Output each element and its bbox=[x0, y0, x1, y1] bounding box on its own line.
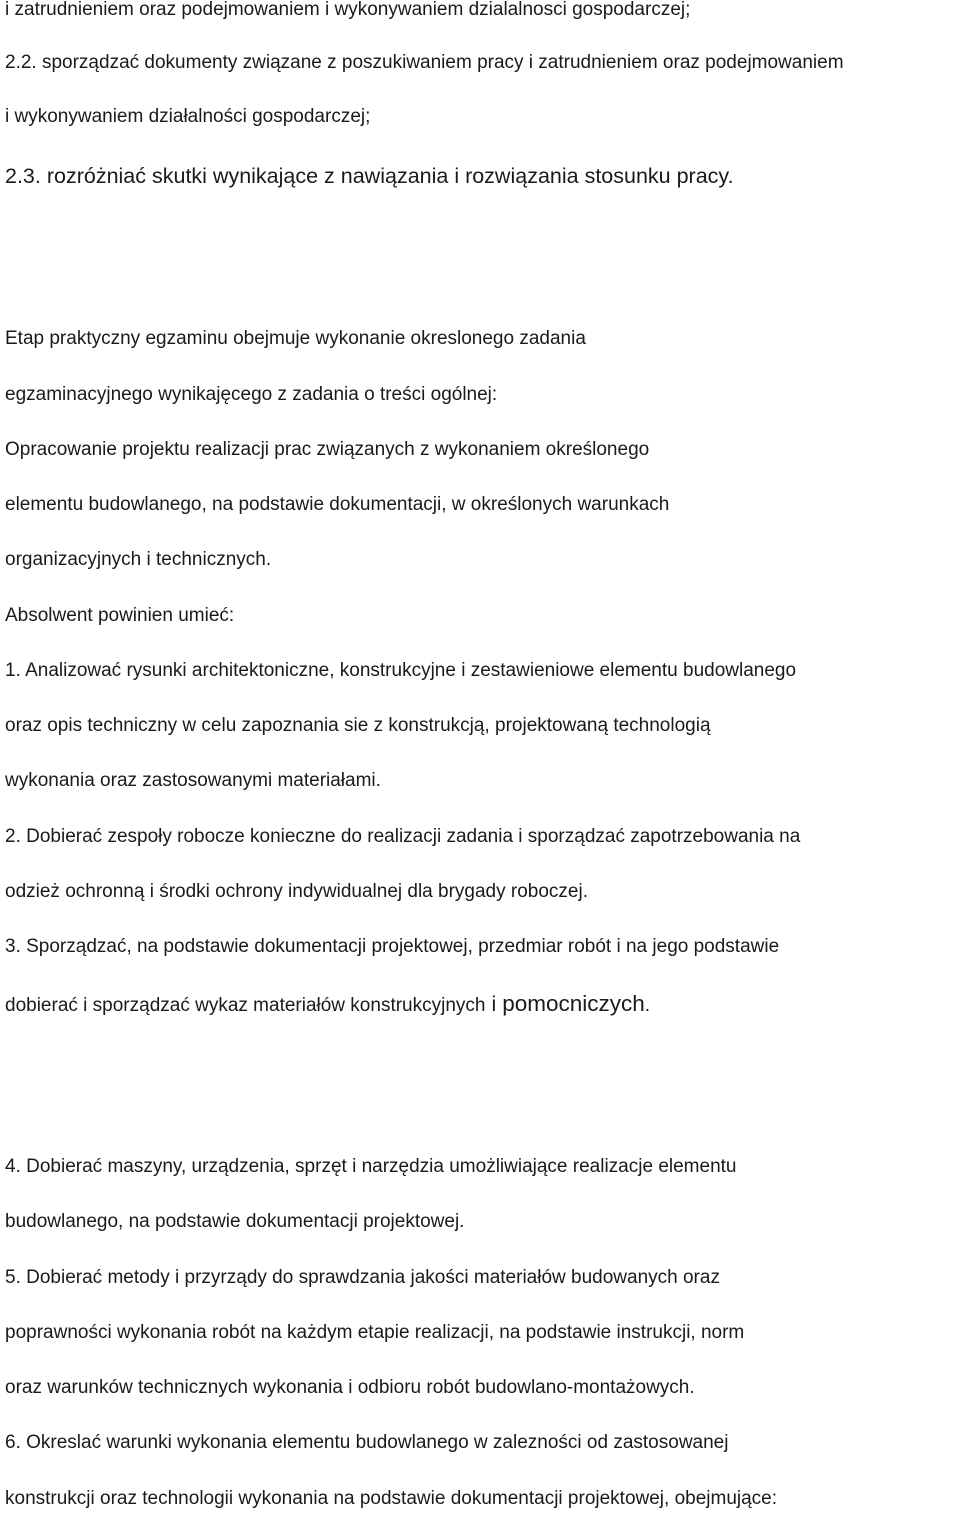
text-line-21: poprawności wykonania robót na każdym etapie realizacji, na podstawie instrukcji, norm bbox=[5, 1322, 745, 1343]
text-line-14: 2. Dobierać zespoły robocze konieczne do realizacji zadania i sporządzać zapotrzebowania na bbox=[5, 826, 801, 847]
text-line-20: 5. Dobierać metody i przyrządy do sprawdzania jakości materiałów budowanych oraz bbox=[5, 1267, 720, 1288]
text-line-6: egzaminacyjnego wynikajęcego z zadania o treści ogólnej: bbox=[5, 384, 498, 405]
text-line-24: konstrukcji oraz technologii wykonania na podstawie dokumentacji projektowej, obejmujące: bbox=[5, 1488, 778, 1509]
text-line-16: 3. Sporządzać, na podstawie dokumentacji projektowej, przedmiar robót i na jego podstawie bbox=[5, 936, 780, 957]
text-line-5: Etap praktyczny egzaminu obejmuje wykonanie okreslonego zadania bbox=[5, 328, 586, 349]
text-line-9: organizacyjnych i technicznych. bbox=[5, 549, 272, 570]
text-line-19: budowlanego, na podstawie dokumentacji projektowej. bbox=[5, 1211, 465, 1232]
text-line-8: elementu budowlanego, na podstawie dokumentacji, w określonych warunkach bbox=[5, 494, 670, 515]
text-line-10: Absolwent powinien umieć: bbox=[5, 605, 235, 626]
text-line-3: i wykonywaniem działalności gospodarczej; bbox=[5, 106, 371, 127]
text-line-15: odzież ochronną i środki ochrony indywidualnej dla brygady roboczej. bbox=[5, 881, 588, 902]
text-line-4: 2.3. rozróżniać skutki wynikające z nawiązania i rozwiązania stosunku pracy. bbox=[5, 164, 734, 188]
text-line-17-small: i bbox=[485, 992, 503, 1016]
text-line-18: 4. Dobierać maszyny, urządzenia, sprzęt i narzędzia umożliwiające realizacje elementu bbox=[5, 1156, 737, 1177]
text-line-17-big: pomocniczych bbox=[502, 991, 645, 1016]
text-line-12: oraz opis techniczny w celu zapoznania sie z konstrukcją, projektowaną technologią bbox=[5, 715, 711, 736]
text-line-11: 1. Analizować rysunki architektoniczne, konstrukcyjne i zestawieniowe elementu budowlanego bbox=[5, 660, 797, 681]
text-line-17-end: . bbox=[644, 995, 651, 1016]
text-line-2: 2.2. sporządzać dokumenty związane z poszukiwaniem pracy i zatrudnieniem oraz podejmowaniem bbox=[5, 52, 844, 73]
text-line-13: wykonania oraz zastosowanymi materiałami. bbox=[5, 770, 381, 791]
text-line-17 bbox=[5, 992, 650, 1018]
text-line-22: oraz warunków technicznych wykonania i odbioru robót budowlano-montażowych. bbox=[5, 1377, 695, 1398]
text-line-7: Opracowanie projektu realizacji prac związanych z wykonaniem określonego bbox=[5, 439, 650, 460]
text-line-17-main: dobierać i sporządzać wykaz materiałów konstrukcyjnych bbox=[5, 995, 486, 1016]
text-line-23: 6. Okreslać warunki wykonania elementu budowlanego w zalezności od zastosowanej bbox=[5, 1432, 729, 1453]
text-line-1: i zatrudnieniem oraz podejmowaniem i wykonywaniem dzialalnosci gospodarczej; bbox=[5, 0, 691, 20]
